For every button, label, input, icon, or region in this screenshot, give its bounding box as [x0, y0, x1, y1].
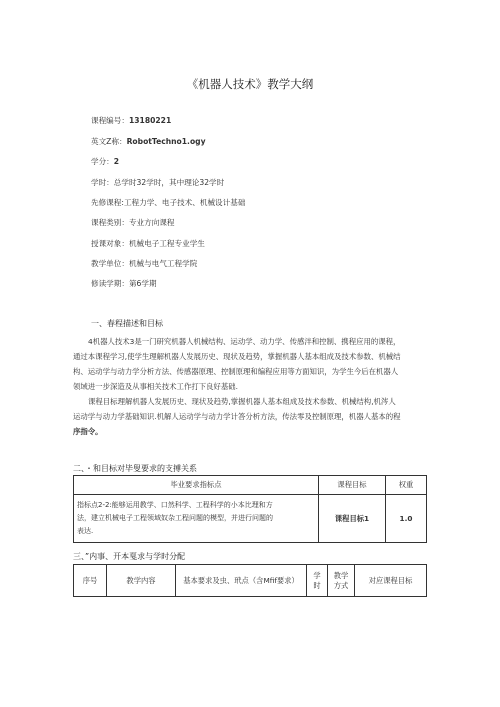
section1-paragraph1 [73, 334, 445, 394]
paragraph-line: 运动学与动力学基础知识.机解人运动学与动力学计答分析方法，传法零及控制原理，机器人基本的程 [73, 412, 401, 421]
table-header-cell: 教学方式 [328, 565, 355, 597]
table-header-cell: 对应课程目标 [355, 565, 427, 597]
indicator-cell [74, 495, 319, 543]
paragraph-line: 课程目标理解机器人发展历史、现状及趋势,掌握机器人基本组成及技术参数、机械结构,机涔人 [88, 397, 396, 406]
table-header-row [74, 476, 427, 495]
table-header-cell: 教学内容 [107, 565, 176, 597]
meta-credits: 学分：2 [91, 157, 120, 166]
table-header-cell: 序号 [74, 565, 107, 597]
section1-heading: 一、春程描述和目标 [91, 319, 163, 328]
meta-prerequisites: 先修课程:工程力学、电子技术、机械设计基础 [91, 198, 246, 207]
requirements-table [73, 475, 427, 543]
table-row [74, 495, 427, 543]
meta-category: 课程类别：专业方向课程 [91, 218, 175, 227]
table-header-cell: 权重 [386, 476, 427, 495]
section2-heading: 二、・和目标对毕叟要求的支搏关系 [73, 464, 197, 473]
indicator-line: 表达. [77, 527, 94, 535]
table-header-cell: 毕业要求指标点 [74, 476, 319, 495]
meta-course-code: 课程编号：13180221 [91, 116, 172, 125]
paragraph-line: 4机器人技术3是一门研究机器人机械结构、运动学、动力学、传感泮和控制、携程应用的课程， [88, 337, 401, 346]
meta-audience: 授课对象：机械电子工程专业学生 [91, 239, 205, 248]
table-header-cell: 基本要求及虫、玳点（含Mfif要求） [176, 565, 307, 597]
section3-heading: 三、”内事、开本戛求与学时分配 [73, 552, 186, 561]
meta-english-name: 英文Z称：RobotTechno1.ogy [91, 137, 206, 146]
table-header-cell: 学时 [307, 565, 328, 597]
paragraph-line: 序指令。 [73, 427, 103, 436]
weight-cell: 1.0 [386, 495, 427, 543]
indicator-line: 法，建立机械电子工程领域奴杂工程问题的模型，并进行问题的 [77, 514, 273, 522]
table-header-cell: 课程目标 [319, 476, 386, 495]
paragraph-line: 领域进一步深造及从事相关技术工作打下良好基础. [73, 382, 238, 391]
meta-hours: 学时：总学时32学时，其中理论32学时 [91, 178, 225, 187]
meta-unit: 教学单位：机械与电气工程学院 [91, 259, 198, 268]
doc-title: 《机器人技术》教学大纲 [186, 77, 314, 91]
content-table [73, 564, 427, 597]
meta-semester: 修读学期：第6学期 [91, 279, 157, 288]
paragraph-line: 通过本课程学习,使学生理解机器人发展历史、现状及趋势，掌握机器人基本组成及技术参数、机械结 [73, 352, 401, 361]
section1-paragraph2 [73, 394, 445, 439]
goal-cell: 课程目标1 [319, 495, 386, 543]
paragraph-line: 构、运动学与动力学分析方法、传感器原理、控制原理和编程应用等方面知识，为学生今后在机器人 [73, 367, 399, 376]
indicator-line: 指标点2-2:能够运用教学、口然科学、工程科学的小本比理和方 [77, 501, 273, 509]
table-header-row [74, 565, 427, 597]
